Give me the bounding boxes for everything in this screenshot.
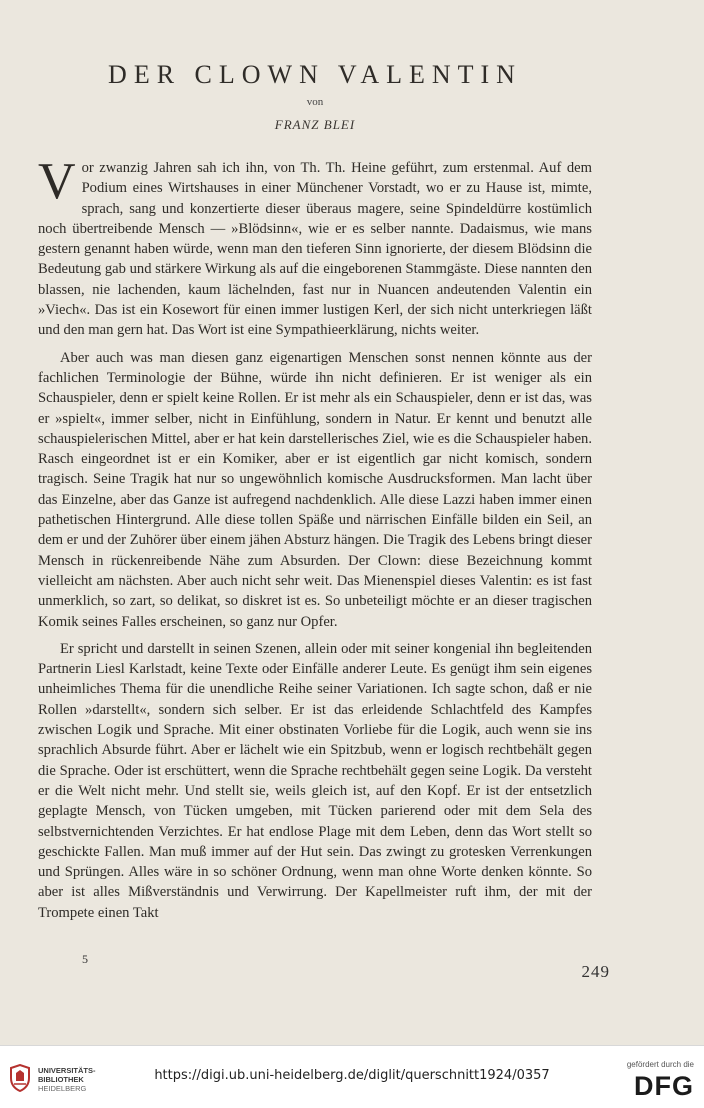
funded-by-label: gefördert durch die <box>626 1060 694 1069</box>
signature-mark: 5 <box>82 952 88 966</box>
dfg-logo[interactable]: DFG <box>634 1071 694 1101</box>
paragraph-3: Er spricht und darstellt in seinen Szenen, allein oder mit seiner kongenial ihn begleitenden Partnerin Liesl Karlstadt, keine Texte oder Einfälle anderer Leute. Es genügt ihm sein eigenes unheimliches Thema für die unendliche Reihe seiner Variationen. Ich sagte schon, daß er nie Rollen »darstellt«, sondern sich selber. Er ist das erleidende Schlachtfeld des Kampfes zwischen Logik und Sprache. Mit einer obstinaten Vorliebe für die Logik, auch wenn sie ins sprachlich Absurde führt. Aber er lächelt wie ein Spitzbub, wenn er logisch rechtbehält gegen die Sprache. Oder ist erschüttert, wenn die Sprache rechtbehält gegen seine Logik. Da versteht er die Welt nicht mehr. Und stellt sie, weils gleich ist, auf den Kopf. Er ist der entsetzlich geplagte Mensch, von Tücken umgeben, mit Tücken parierend oder mit dem Sela des selbstvernichtenden Verzichtes. Er hat endlose Plage mit dem Leben, denn das Wort stellt so geschickte Fallen. Man muß immer auf der Hut sein. Das zwingt zu grotesken Verrenkungen und Sprüngen. Alles wäre in so schöner Ordnung, wenn man ohne Worte denken könnte. So aber ist alles Mißverständnis und Verwirrung. Der Kapellmeister ruft ihm, der mit der Trompete einen Takt <box>38 640 592 921</box>
paragraph-1-text: or zwanzig Jahren sah ich ihn, von Th. Th. Heine geführt, zum erstenmal. Auf dem Podium eines Wirtshauses in einer Münchener Vorstadt, wo er zu Hause ist, mimte, sprach, sang und konzertierte dieser überaus magere, seine Spindeldürre kostümlich noch übertreibende Mensch — »Blödsinn«, wie er es selber nannte. Dadaismus, wie mans gestern genannt haben würde, wenn man den tieferen Sinn ignorierte, der diesem Blödsinn die Bedeutung gab und stärkere Wirkung als auf die eingeborenen Stammgäste. Diese nannten den blassen, nie lachenden, kaum lächelnden, fast nur in Nuancen andeutenden Valentin ein »Viech«. Das ist ein Kosewort für einen immer lustigen Kerl, der sich nicht unterkriegen läßt und den man gern hat. Das Wort ist eine Sympathieerklärung, nichts weiter. <box>38 160 592 339</box>
page-number: 249 <box>581 962 610 981</box>
paragraph-2: Aber auch was man diesen ganz eigenartigen Menschen sonst nennen könnte aus der fachlichen Terminologie der Bühne, würde ihn nicht definieren. Er ist weniger als ein Schauspieler, denn er spielt keine Rollen. Er ist mehr als ein Schauspieler, denn er ist das, was er »spielt«, immer selber, nicht in Einfühlung, sondern in Natur. Er kennt und benutzt alle schauspielerischen Mittel, aber er hat kein darstellerisches Ziel, wie es die Schauspieler haben. Rasch eingeordnet ist er ein Komiker, aber er ist eigentlich gar nicht komisch, sondern tragisch. Seine Tragik hat nur so ungewöhnlich komische Ausdrucksformen. Man lacht über das Einzelne, aber das Ganze ist aufregend nachdenklich. Alle diese Lazzi haben immer einen pathetischen Hintergrund. Alle diese tollen Späße und närrischen Einfälle bilden ein Seil, an dem er und der Zuhörer über einem jähen Absturz hängen. Die Tragik des Lebens bringt dieser Mensch in rückenreibende Nähe zum Absurden. Der Clown: diese Bezeichnung kommt vielleicht am nächsten. Aber auch nicht sehr weit. Das Mienenspiel dieses Valentin: es ist fast unmerklich, so zart, so delikat, so diskret ist es. So unbeteiligt möchte er an dieser tragischen Komik seines Falles erscheinen, so ganz nur Opfer. <box>38 349 592 630</box>
institution-line-1: UNIVERSITÄTS- <box>38 1066 96 1075</box>
permalink-url[interactable]: https://digi.ub.uni-heidelberg.de/diglit/querschnitt1924/0357 <box>154 1068 550 1083</box>
viewer-footer <box>0 1045 704 1108</box>
institution-line-2: BIBLIOTHEK <box>38 1075 84 1084</box>
article-title: DER CLOWN VALENTIN <box>108 60 522 89</box>
article-body <box>38 153 592 930</box>
drop-cap: V <box>38 153 76 210</box>
institution-line-3: HEIDELBERG <box>38 1084 87 1093</box>
author-name: FRANZ BLEI <box>274 117 356 132</box>
byline-von: von <box>306 96 324 108</box>
paragraph-1 <box>38 153 592 341</box>
